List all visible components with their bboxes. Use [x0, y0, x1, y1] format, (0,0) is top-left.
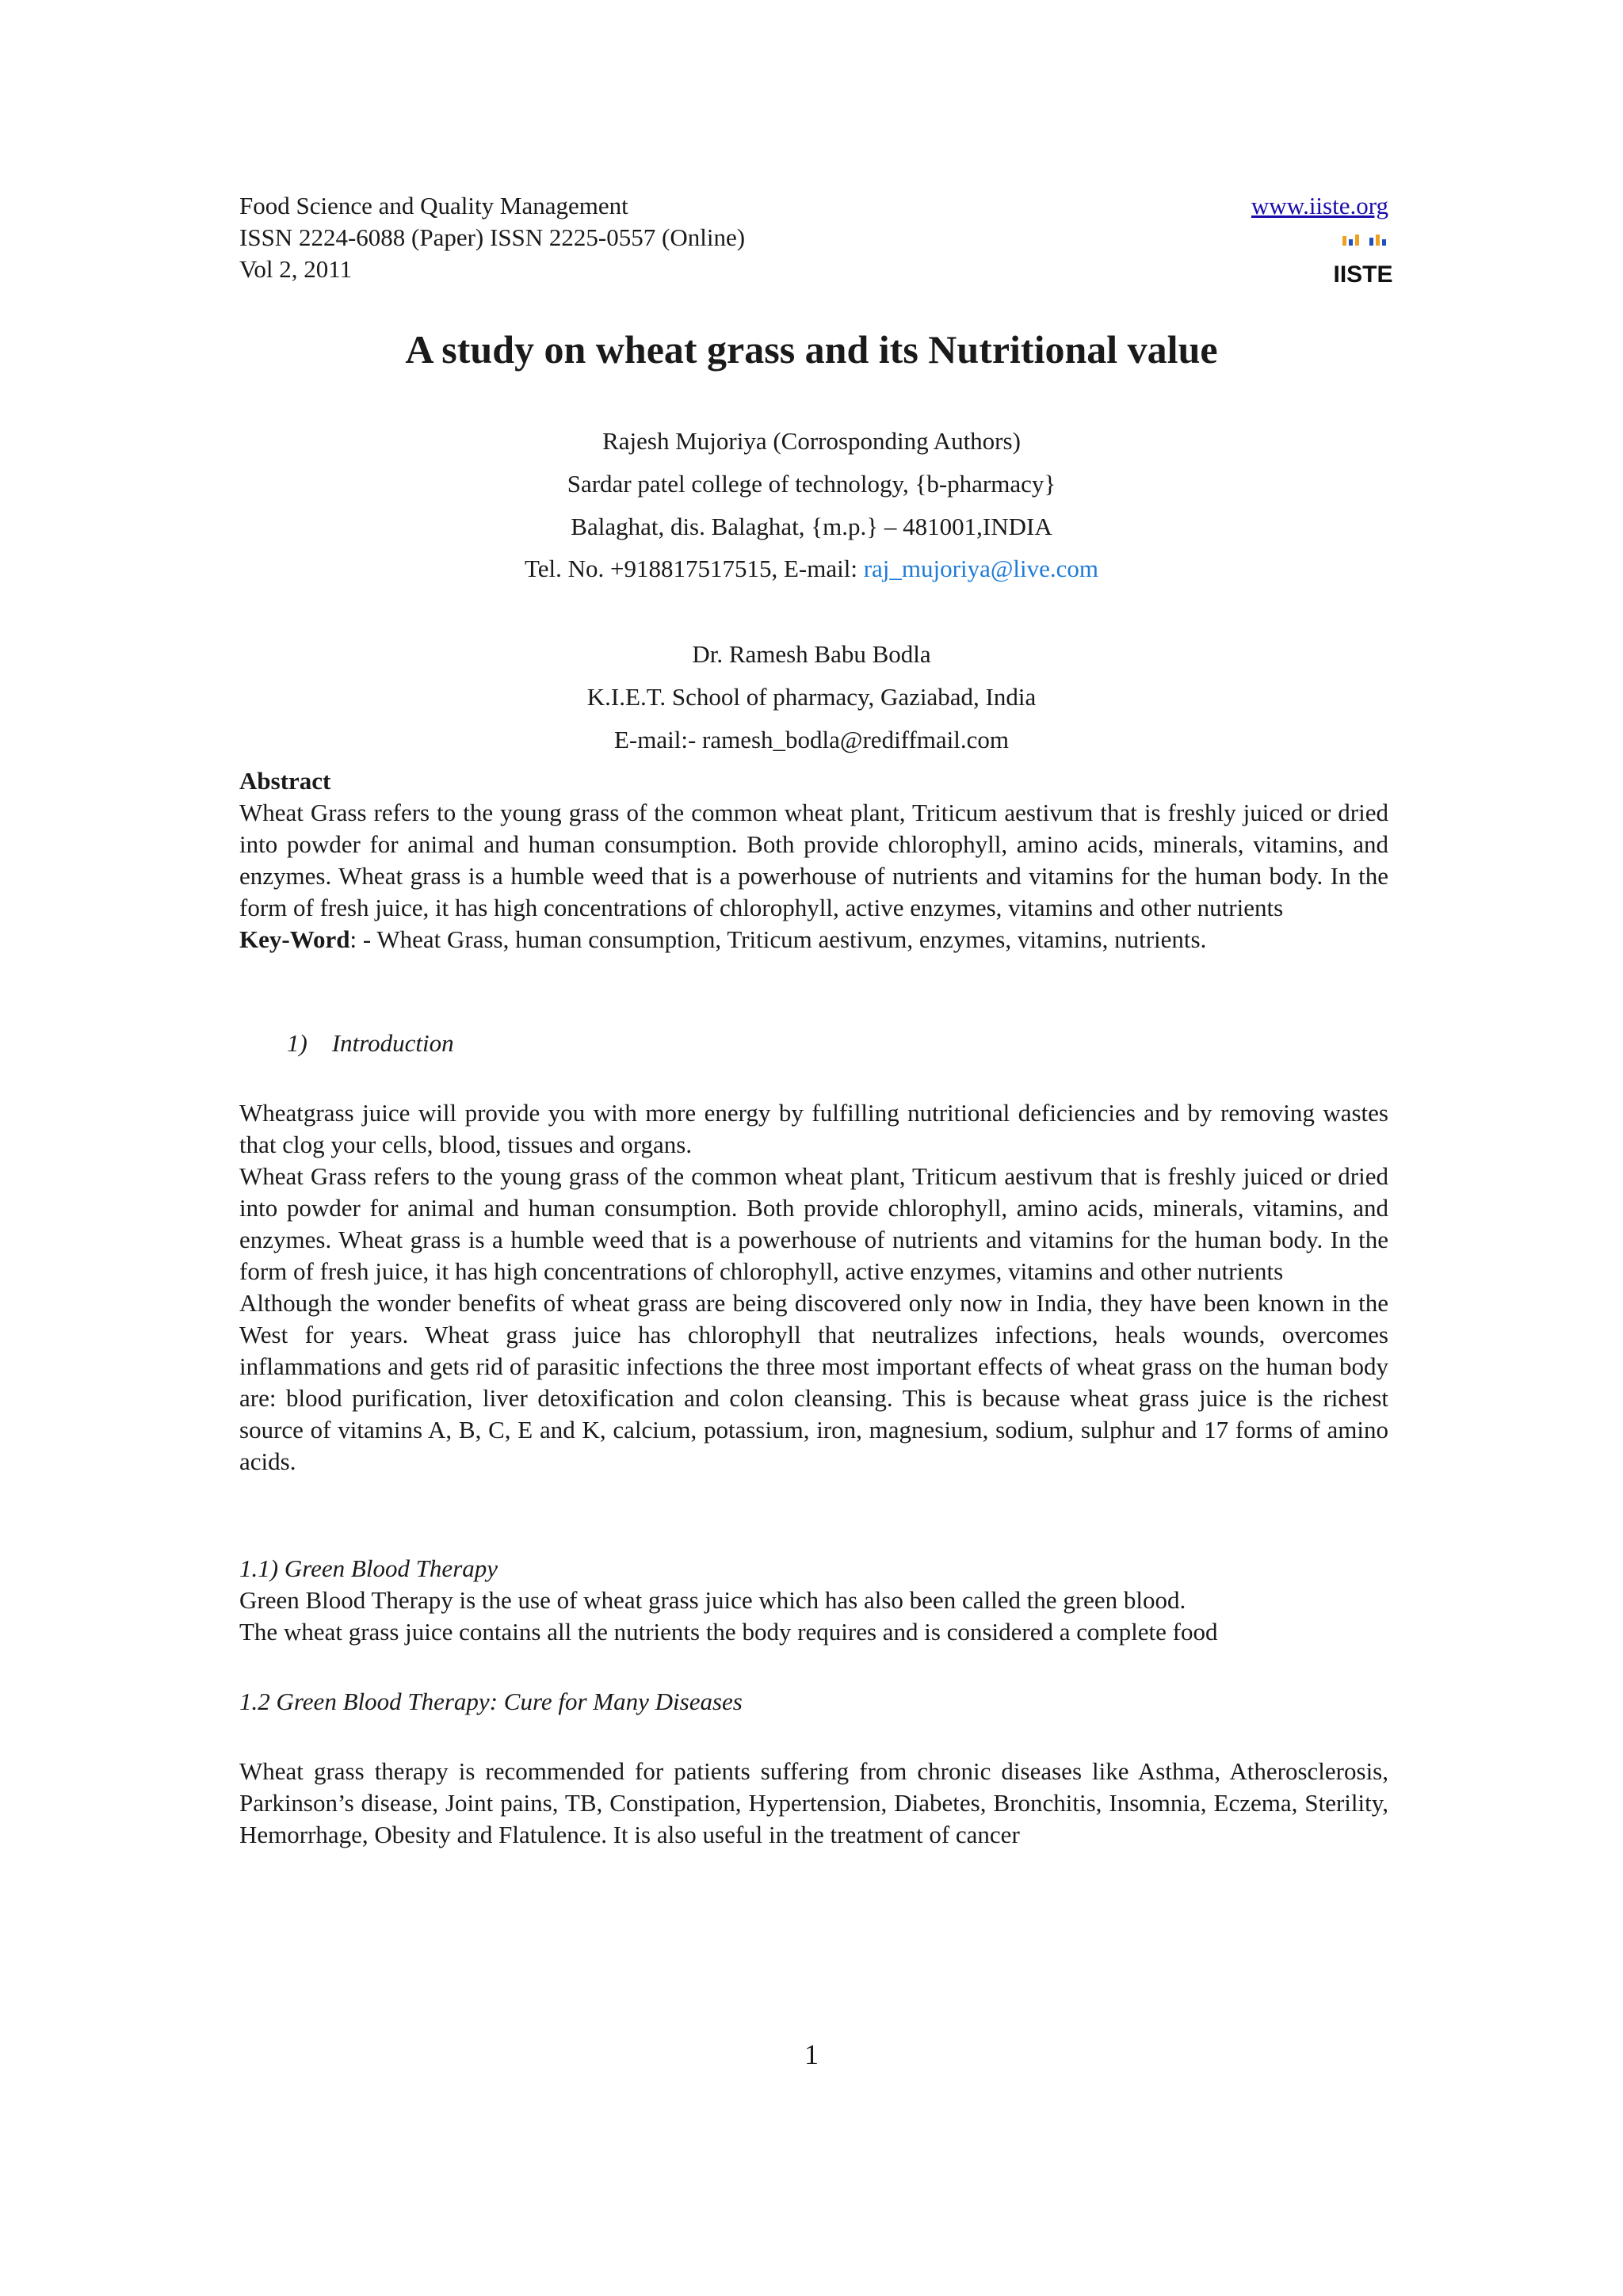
author1-contact	[0, 553, 1623, 585]
intro-title: Introduction	[331, 1029, 454, 1057]
abstract-text: Wheat Grass refers to the young grass of the common wheat plant, Triticum aestivum that is freshly juiced or dried into powder for animal and human consumption. Both provide chlorophyll, amino acids, minerals, vitamins, and enzymes. Wheat grass is a humble weed that is a powerhouse of nutrients and vitamins for the human body. In the form of fresh juice, it has high concentrations of chlorophyll, active enzymes, vitamins and other nutrients	[239, 799, 1388, 921]
section-1-2-body	[239, 1756, 1388, 1851]
section-1-1	[239, 1553, 1388, 1648]
author1-address: Balaghat, dis. Balaghat, {m.p.} – 481001,INDIA	[571, 513, 1052, 540]
author1-affiliation: Sardar patel college of technology, {b-pharmacy}	[567, 470, 1056, 498]
abstract-heading: Abstract	[239, 767, 331, 795]
page-number: 1	[804, 2039, 819, 2070]
intro-paragraph-2: Wheat Grass refers to the young grass of the common wheat plant, Triticum aestivum that is freshly juiced or dried into powder for animal and human consumption. Both provide chlorophyll, amino acids, minerals, vitamins, and enzymes. Wheat grass is a humble weed that is a powerhouse of nutrients and vitamins for the human body. In the form of fresh juice, it has high concentrations of chlorophyll, active enzymes, vitamins and other nutrients	[239, 1162, 1388, 1285]
intro-body	[239, 1097, 1388, 1478]
author2-affiliation: K.I.E.T. School of pharmacy, Gaziabad, India	[586, 683, 1037, 711]
logo-text: IISTE	[1333, 261, 1393, 288]
journal-issn: ISSN 2224-6088 (Paper) ISSN 2225-0557 (Online)	[239, 223, 746, 251]
section-1-1-paragraph-1: Green Blood Therapy is the use of wheat grass juice which has also been called the green blood.	[239, 1586, 1186, 1614]
keywords-text: : - Wheat Grass, human consumption, Triticum aestivum, enzymes, vitamins, nutrients.	[349, 925, 1207, 953]
keywords-line	[239, 924, 1388, 955]
author1-name: Rajesh Mujoriya (Corrosponding Authors)	[602, 427, 1021, 455]
abstract-section	[239, 765, 1388, 955]
journal-header	[239, 190, 1393, 288]
intro-heading	[287, 1028, 921, 1059]
intro-paragraph-3: Although the wonder benefits of wheat grass are being discovered only now in India, they have been known in the West for years. Wheat grass juice has chlorophyll that neutralizes infections, heals wounds, overcomes inflammations and gets rid of parasitic infections the three most important effects of wheat grass on the human body are: blood purification, liver detoxification and colon cleansing. This is because wheat grass juice is the richest source of vitamins A, B, C, E and K, calcium, potassium, iron, magnesium, sodium, sulphur and 17 forms of amino acids.	[239, 1289, 1388, 1475]
author2-email: E-mail:- ramesh_bodla@rediffmail.com	[614, 726, 1009, 753]
journal-volume: Vol 2, 2011	[239, 255, 353, 283]
section-1-2-heading: 1.2 Green Blood Therapy: Cure for Many Diseases	[239, 1688, 743, 1715]
author1-email-link[interactable]: raj_mujoriya@live.com	[863, 555, 1098, 582]
intro-paragraph-1: Wheatgrass juice will provide you with more energy by fulfilling nutritional deficiencies and by removing wastes that clog your cells, blood, tissues and organs.	[239, 1099, 1388, 1158]
section-1-1-heading: 1.1) Green Blood Therapy	[239, 1554, 498, 1582]
author1-tel: Tel. No. +918817517515, E-mail:	[524, 555, 864, 582]
journal-name: Food Science and Quality Management	[239, 192, 628, 219]
paper-title: A study on wheat grass and its Nutritional value	[405, 327, 1218, 372]
section-1-1-paragraph-2: The wheat grass juice contains all the nutrients the body requires and is considered a complete food	[239, 1618, 1218, 1646]
author2-name: Dr. Ramesh Babu Bodla	[692, 640, 931, 668]
website-link[interactable]: www.iiste.org	[1251, 192, 1388, 219]
keywords-label: Key-Word	[239, 925, 350, 953]
section-1-2-paragraph-1: Wheat grass therapy is recommended for patients suffering from chronic diseases like Asthma, Atherosclerosis, Parkinson’s disease, Joint pains, TB, Constipation, Hypertension, Diabetes, Bronchitis, Insomnia, Eczema, Sterility, Hemorrhage, Obesity and Flatulence. It is also useful in the treatment of cancer	[239, 1757, 1388, 1848]
iiste-logo	[1333, 235, 1393, 288]
intro-number: 1)	[287, 1029, 307, 1057]
